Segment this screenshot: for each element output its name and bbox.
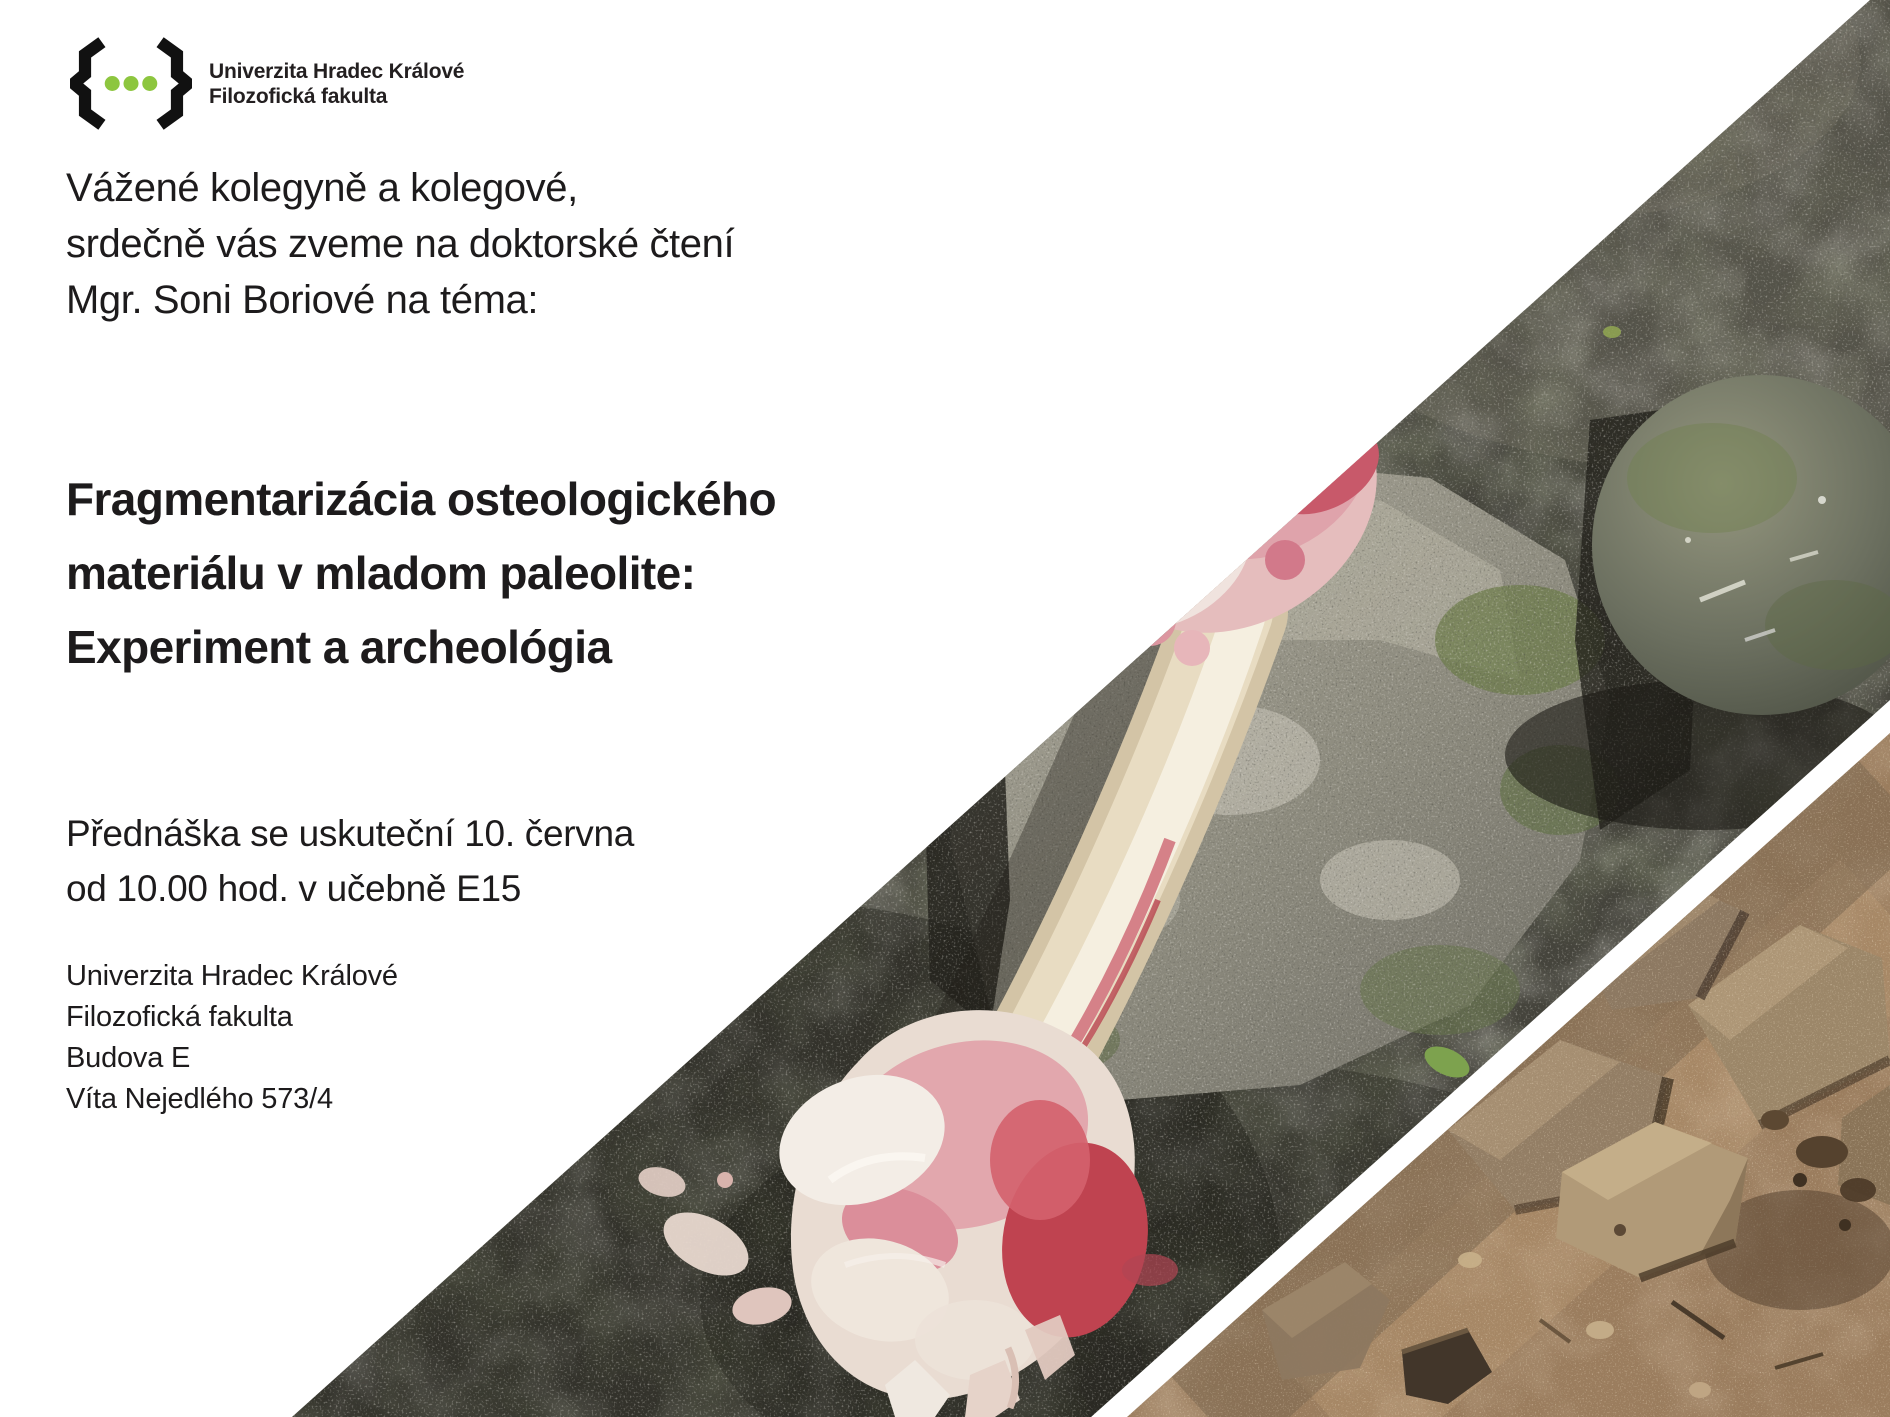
lecture-title-line-2: materiálu v mladom paleolite: <box>66 547 696 599</box>
address-line-4: Víta Nejedlého 573/4 <box>66 1083 333 1115</box>
logo-text-line-1: Univerzita Hradec Králové <box>209 59 465 83</box>
logo-text-line-2: Filozofická fakulta <box>209 84 388 108</box>
event-info-line-2: od 10.00 hod. v učebně E15 <box>66 868 522 909</box>
lecture-title-line-1: Fragmentarizácia osteologického <box>66 473 776 525</box>
lecture-title-line-3: Experiment a archeológia <box>66 621 612 673</box>
greeting-line-2: srdečně vás zveme na doktorské čtení <box>66 222 735 266</box>
address-line-2: Filozofická fakulta <box>66 1001 293 1033</box>
address-line-1: Univerzita Hradec Králové <box>66 960 398 992</box>
event-info-line-1: Přednáška se uskuteční 10. června <box>66 813 635 854</box>
address-line-3: Budova E <box>66 1042 191 1074</box>
greeting-line-3: Mgr. Soni Boriové na téma: <box>66 278 539 322</box>
greeting-line-1: Vážené kolegyně a kolegové, <box>66 166 578 210</box>
